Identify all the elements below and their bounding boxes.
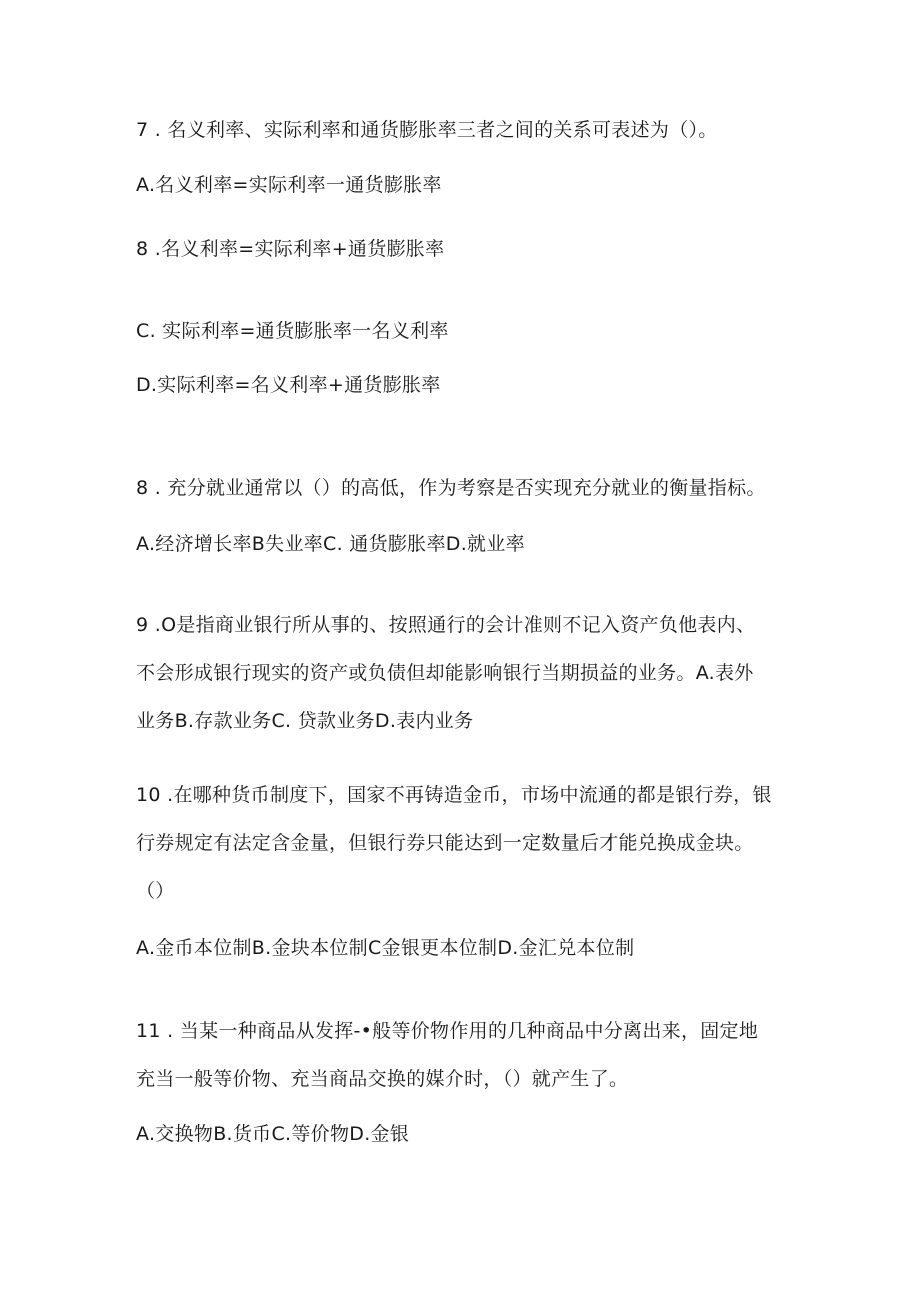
question-10-options: A.金币本位制B.金块本位制C金银更本位制D.金汇兑本位制 [136, 937, 635, 959]
question-10-line-1: 10 .在哪种货币制度下，国家不再铸造金币，市场中流通的都是银行券，银 [136, 784, 772, 806]
question-10-line-3: （） [136, 880, 175, 902]
question-7-option-b: 8 .名义利率=实际利率+通货膨胀率 [136, 238, 445, 260]
question-11-line-2: 充当一般等价物、充当商品交换的媒介时，（）就产生了。 [136, 1068, 629, 1090]
question-9-line-3: 业务B.存款业务C. 贷款业务D.表内业务 [136, 710, 474, 732]
question-11-line-1: 11 . 当某一种商品从发挥-•般等价物作用的几种商品中分离出来，固定地 [136, 1020, 759, 1042]
question-11-options: A.交换物B.货币C.等价物D.金银 [136, 1123, 410, 1145]
question-7-option-c: C. 实际利率=通货膨胀率一名义利率 [136, 320, 449, 342]
question-7-stem: 7 . 名义利率、实际利率和通货膨胀率三者之间的关系可表述为（）。 [136, 119, 718, 141]
question-9-line-2: 不会形成银行现实的资产或负债但却能影响银行当期损益的业务。A.表外 [136, 662, 754, 684]
question-7-option-a: A.名义利率=实际利率一通货膨胀率 [136, 174, 442, 196]
question-8-stem: 8 . 充分就业通常以（）的高低，作为考察是否实现充分就业的衡量指标。 [136, 477, 766, 499]
question-8-options: A.经济增长率B失业率C. 通货膨胀率D.就业率 [136, 533, 525, 555]
question-10-line-2: 行券规定有法定含金量，但银行券只能达到一定数量后才能兑换成金块。 [136, 832, 754, 854]
question-7-option-d: D.实际利率=名义利率+通货膨胀率 [136, 374, 441, 396]
question-9-line-1: 9 .O是指商业银行所从事的、按照通行的会计准则不记入资产负他表内、 [136, 614, 756, 636]
